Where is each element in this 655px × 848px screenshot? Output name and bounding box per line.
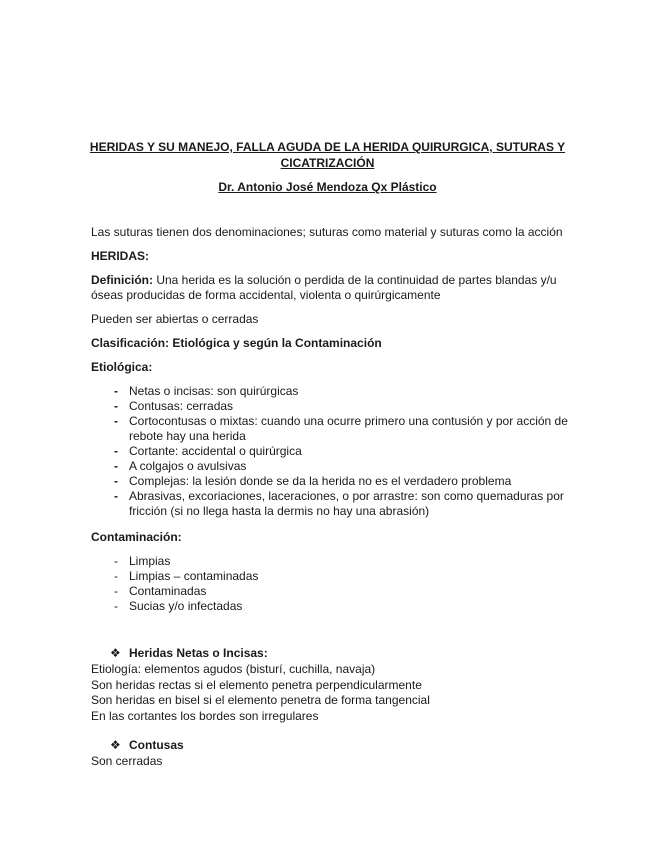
- diamond-bullet-icon: ❖: [110, 738, 121, 752]
- list-item: - Limpias – contaminadas: [114, 569, 259, 583]
- list-item: - Cortocontusas o mixtas: cuando una ocurre primero una contusión y por acción de rebote hay una herida: [114, 414, 568, 443]
- netas-heading: ❖ Heridas Netas o Incisas:: [110, 646, 268, 660]
- intro-paragraph: Las suturas tienen dos denominaciones; suturas como material y suturas como la acción: [91, 225, 563, 239]
- bullet-marker: -: [114, 459, 118, 473]
- definicion-label: Definición:: [91, 273, 153, 287]
- abiertas-paragraph: Pueden ser abiertas o cerradas: [91, 312, 259, 326]
- list-item: - Netas o incisas: son quirúrgicas: [114, 384, 299, 398]
- etiologica-heading: Etiológica:: [91, 360, 153, 374]
- netas-line: Etiología: elementos agudos (bisturí, cuchilla, navaja): [91, 662, 376, 676]
- list-item: - Limpias: [114, 554, 171, 568]
- definicion-text: Una herida es la solución o perdida de la continuidad de partes blandas y/u óseas producidas de forma accidental, violenta o quirúrgicamente: [91, 273, 557, 302]
- list-item: - Complejas: la lesión donde se da la herida no es el verdadero problema: [114, 474, 512, 488]
- dash-marker: -: [114, 584, 118, 598]
- bullet-marker: -: [114, 489, 118, 503]
- dash-marker: -: [114, 569, 118, 583]
- clasificacion-heading: Clasificación: Etiológica y según la Contaminación: [91, 336, 382, 350]
- document-title: HERIDAS Y SU MANEJO, FALLA AGUDA DE LA HERIDA QUIRURGICA, SUTURAS Y CICATRIZACIÓN: [89, 140, 566, 170]
- heridas-heading: HERIDAS:: [91, 249, 150, 263]
- contaminacion-heading: Contaminación:: [91, 530, 182, 544]
- dash-marker: -: [114, 554, 118, 568]
- bullet-marker: -: [114, 384, 118, 398]
- list-item: - Contusas: cerradas: [114, 399, 234, 413]
- list-item: - Abrasivas, excoriaciones, laceraciones, o por arrastre: son como quemaduras por fricción (si no llega hasta la dermis no hay una abrasión): [114, 489, 564, 518]
- etiologica-list: [91, 384, 571, 519]
- list-item: - Sucias y/o infectadas: [114, 599, 243, 613]
- bullet-marker: -: [114, 444, 118, 458]
- netas-line: Son heridas en bisel si el elemento penetra de forma tangencial: [91, 693, 430, 707]
- bullet-marker: -: [114, 414, 118, 428]
- bullet-marker: -: [114, 474, 118, 488]
- list-item: - Contaminadas: [114, 584, 207, 598]
- netas-line: Son heridas rectas si el elemento penetra perpendicularmente: [91, 677, 422, 692]
- contusas-heading: ❖ Contusas: [110, 738, 184, 752]
- netas-body: [91, 662, 571, 724]
- dash-marker: -: [114, 599, 118, 613]
- bullet-marker: -: [114, 399, 118, 413]
- definicion-paragraph: [91, 273, 571, 303]
- contusas-line: Son cerradas: [91, 754, 163, 768]
- contaminacion-list: [91, 554, 571, 614]
- diamond-bullet-icon: ❖: [110, 646, 121, 660]
- document-author: Dr. Antonio José Mendoza Qx Plástico: [218, 180, 437, 194]
- list-item: - Cortante: accidental o quirúrgica: [114, 444, 302, 458]
- netas-line: En las cortantes los bordes son irregulares: [91, 708, 319, 723]
- list-item: - A colgajos o avulsivas: [114, 459, 247, 473]
